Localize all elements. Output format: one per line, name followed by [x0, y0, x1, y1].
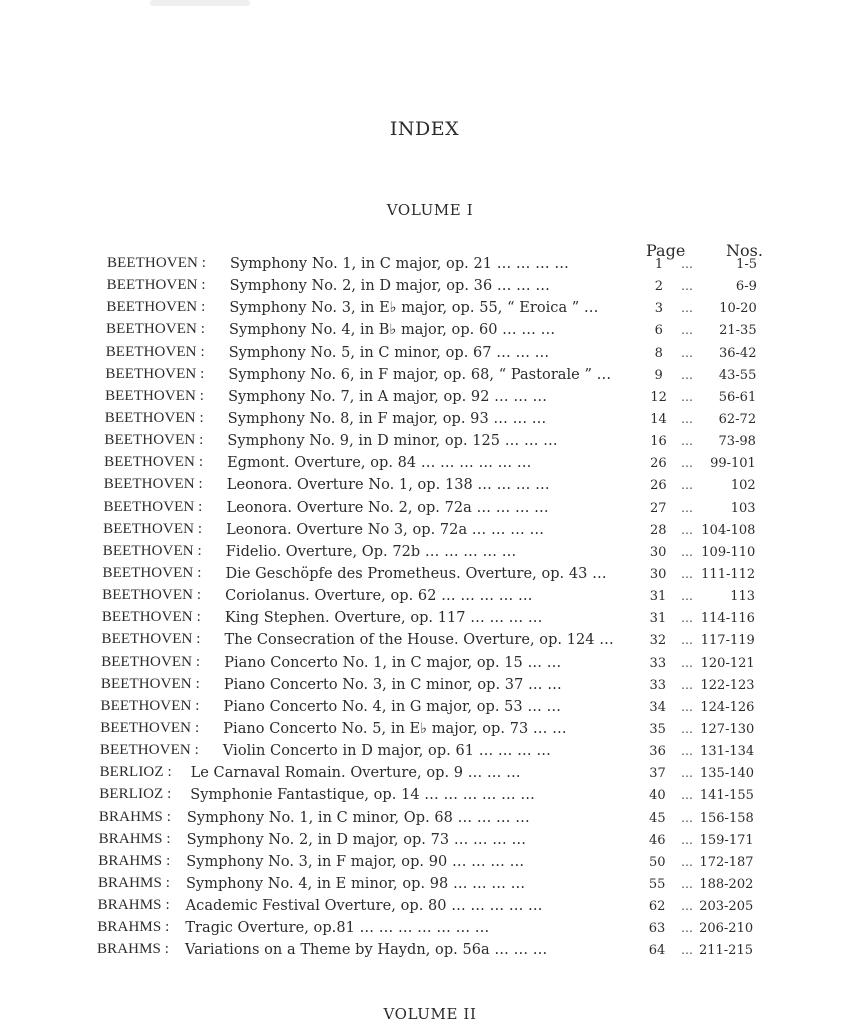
- leader-dots: …: [681, 766, 694, 781]
- page-number: 37: [649, 766, 666, 782]
- number-range: 131-134: [700, 744, 755, 760]
- index-entry: [0, 720, 849, 742]
- composer-name: BEETHOVEN :: [102, 564, 202, 581]
- index-entry: [0, 587, 849, 609]
- composer-name: BRAHMS :: [98, 830, 171, 847]
- number-range: 127-130: [700, 721, 755, 737]
- index-entry: [0, 698, 849, 720]
- index-entry: [0, 454, 849, 476]
- index-entry: [0, 897, 849, 919]
- composer-name: BRAHMS :: [98, 808, 171, 825]
- composer-name: BEETHOVEN :: [101, 653, 201, 670]
- index-entry: [0, 919, 849, 941]
- work-title: Symphony No. 8, in F major, op. 93 … … …: [227, 410, 547, 427]
- number-range: 203-205: [699, 899, 754, 915]
- composer-name: BEETHOVEN :: [99, 742, 199, 759]
- work-title: Piano Concerto No. 5, in E♭ major, op. 73 … …: [223, 720, 567, 737]
- page-number: 26: [650, 478, 667, 494]
- leader-dots: …: [681, 699, 694, 714]
- page-number: 31: [649, 589, 667, 605]
- leader-dots: …: [681, 876, 694, 891]
- page-number: 46: [649, 832, 666, 848]
- composer-name: BEETHOVEN :: [101, 609, 201, 626]
- number-range: 159-171: [699, 832, 754, 848]
- number-range: 124-126: [700, 699, 755, 715]
- composer-name: BRAHMS :: [97, 897, 170, 914]
- index-entry: [0, 565, 849, 587]
- number-range: 206-210: [699, 921, 754, 937]
- leader-dots: …: [681, 943, 694, 958]
- composer-name: BEETHOVEN :: [102, 587, 202, 604]
- column-header-nos: Nos.: [726, 241, 763, 260]
- index-entry: [0, 255, 849, 277]
- volume-heading: VOLUME I: [386, 201, 474, 219]
- work-title: Coriolanus. Overture, op. 62 … … … … …: [225, 588, 533, 605]
- composer-name: BEETHOVEN :: [105, 365, 205, 382]
- work-title: Egmont. Overture, op. 84 … … … … … …: [227, 455, 532, 472]
- page-number: 30: [649, 566, 667, 582]
- volume-heading: VOLUME II: [383, 1005, 477, 1023]
- composer-name: BRAHMS :: [97, 941, 170, 958]
- composer-name: BEETHOVEN :: [107, 255, 207, 271]
- page-number: 3: [654, 301, 663, 317]
- index-table: [0, 255, 849, 964]
- number-range: 117-119: [700, 633, 755, 649]
- index-entry: [0, 742, 849, 764]
- leader-dots: …: [681, 367, 694, 382]
- work-title: Symphony No. 7, in A major, op. 92 … … …: [228, 388, 548, 405]
- leader-dots: …: [681, 389, 694, 404]
- number-range: 135-140: [700, 766, 755, 782]
- leader-dots: …: [681, 434, 694, 449]
- index-entry: [0, 609, 849, 631]
- work-title: Die Geschöpfe des Prometheus. Overture, op. 43 …: [225, 565, 607, 582]
- leader-dots: …: [681, 323, 694, 338]
- index-entry: [0, 366, 849, 388]
- composer-name: BEETHOVEN :: [103, 498, 203, 515]
- leader-dots: …: [681, 345, 694, 360]
- composer-name: BRAHMS :: [97, 874, 171, 891]
- page-number: 8: [654, 345, 663, 361]
- leader-dots: …: [681, 411, 694, 426]
- page-number: 9: [654, 367, 663, 383]
- leader-dots: …: [681, 589, 694, 604]
- index-entry: [0, 432, 849, 454]
- number-range: 109-110: [701, 544, 756, 560]
- number-range: 122-123: [700, 677, 755, 693]
- number-range: 43-55: [718, 367, 757, 383]
- number-range: 103: [730, 500, 756, 516]
- composer-name: BEETHOVEN :: [106, 277, 206, 294]
- work-title: Symphony No. 6, in F major, op. 68, “ Pastorale ” …: [228, 366, 612, 383]
- composer-name: BEETHOVEN :: [105, 343, 205, 360]
- page-number: 45: [649, 810, 666, 826]
- leader-dots: …: [681, 611, 694, 626]
- work-title: King Stephen. Overture, op. 117 … … … …: [224, 610, 543, 627]
- column-header-page: Page: [646, 241, 686, 260]
- number-range: 10-20: [719, 301, 757, 317]
- composer-name: BERLIOZ :: [99, 786, 172, 803]
- page-number: 40: [649, 788, 666, 804]
- page-number: 12: [650, 389, 667, 405]
- page-number: 31: [649, 611, 667, 627]
- page-number: 1: [654, 257, 664, 272]
- number-range: 111-112: [701, 566, 756, 582]
- index-entry: [0, 941, 849, 963]
- index-entry: [0, 875, 849, 897]
- page-number: 34: [649, 699, 666, 715]
- page-number: 32: [649, 633, 667, 649]
- number-range: 1-5: [736, 257, 757, 272]
- work-title: Symphony No. 2, in D major, op. 73 … … … …: [186, 831, 527, 848]
- page-number: 16: [650, 434, 667, 450]
- index-entry: [0, 831, 849, 853]
- leader-dots: …: [681, 899, 694, 914]
- work-title: Academic Festival Overture, op. 80 … … … … …: [185, 898, 543, 915]
- index-entry: [0, 654, 849, 676]
- work-title: Tragic Overture, op.81 … … … … … … …: [185, 920, 490, 937]
- number-range: 156-158: [699, 810, 754, 826]
- leader-dots: …: [681, 854, 694, 869]
- work-title: Violin Concerto in D major, op. 61 … … … …: [222, 743, 551, 760]
- number-range: 56-61: [718, 389, 757, 405]
- composer-name: BEETHOVEN :: [100, 675, 200, 692]
- leader-dots: …: [681, 478, 694, 493]
- composer-name: BEETHOVEN :: [104, 432, 204, 449]
- page-number: 64: [648, 943, 666, 959]
- work-title: Symphony No. 1, in C major, op. 21 … … … …: [230, 256, 569, 272]
- composer-name: BEETHOVEN :: [104, 409, 204, 426]
- page-number: 27: [650, 500, 667, 516]
- leader-dots: …: [681, 832, 694, 847]
- leader-dots: …: [681, 921, 694, 936]
- leader-dots: …: [681, 456, 694, 471]
- number-range: 104-108: [701, 522, 756, 538]
- page-number: 63: [648, 921, 666, 937]
- composer-name: BEETHOVEN :: [101, 631, 201, 648]
- page-number: 2: [654, 279, 664, 295]
- work-title: Symphony No. 5, in C minor, op. 67 … … …: [228, 344, 550, 361]
- index-entry: [0, 809, 849, 831]
- work-title: The Consecration of the House. Overture, op. 124 …: [224, 632, 614, 649]
- work-title: Variations on a Theme by Haydn, op. 56a … … …: [185, 942, 548, 959]
- page-number: 33: [649, 655, 667, 671]
- number-range: 172-187: [699, 854, 754, 870]
- work-title: Piano Concerto No. 1, in C major, op. 15 … …: [224, 654, 562, 671]
- index-entry: [0, 299, 849, 321]
- number-range: 102: [730, 478, 756, 494]
- page-number: 55: [648, 876, 666, 892]
- leader-dots: …: [681, 655, 694, 670]
- number-range: 211-215: [698, 943, 753, 959]
- index-entry: [0, 344, 849, 366]
- composer-name: BEETHOVEN :: [103, 520, 203, 537]
- leader-dots: …: [681, 301, 694, 316]
- index-entry: [0, 499, 849, 521]
- scan-smudge: [150, 0, 250, 6]
- number-range: 120-121: [700, 655, 755, 671]
- leader-dots: …: [681, 566, 694, 581]
- index-entry: [0, 676, 849, 698]
- leader-dots: …: [681, 279, 694, 294]
- index-entry: [0, 853, 849, 875]
- number-range: 114-116: [700, 611, 755, 627]
- work-title: Symphony No. 9, in D minor, op. 125 … … …: [227, 433, 558, 450]
- work-title: Piano Concerto No. 4, in G major, op. 53 … …: [223, 698, 562, 715]
- work-title: Symphonie Fantastique, op. 14 … … … … … …: [190, 787, 535, 804]
- index-entry: [0, 543, 849, 565]
- page-title: INDEX: [389, 118, 460, 140]
- index-entry: [0, 521, 849, 543]
- number-range: 73-98: [718, 434, 756, 450]
- composer-name: BEETHOVEN :: [105, 387, 205, 404]
- number-range: 36-42: [718, 345, 757, 361]
- work-title: Leonora. Overture No 3, op. 72a … … … …: [226, 521, 544, 538]
- leader-dots: …: [681, 721, 694, 736]
- page-number: 62: [648, 899, 666, 915]
- leader-dots: …: [681, 500, 694, 515]
- page-number: 6: [654, 323, 663, 339]
- composer-name: BEETHOVEN :: [106, 321, 206, 338]
- work-title: Symphony No. 4, in E minor, op. 98 … … … …: [185, 875, 526, 892]
- composer-name: BEETHOVEN :: [103, 476, 203, 493]
- number-range: 99-101: [710, 456, 756, 472]
- page-number: 14: [650, 411, 667, 427]
- index-entry: [0, 388, 849, 410]
- page-number: 30: [649, 544, 667, 560]
- index-entry: [0, 410, 849, 432]
- page-number: 50: [648, 854, 666, 870]
- leader-dots: …: [681, 257, 694, 271]
- work-title: Symphony No. 3, in F major, op. 90 … … … …: [186, 853, 525, 870]
- work-title: Piano Concerto No. 3, in C minor, op. 37 … …: [223, 676, 562, 693]
- number-range: 21-35: [719, 323, 757, 339]
- work-title: Le Carnaval Romain. Overture, op. 9 … … …: [190, 765, 521, 782]
- index-entry: [0, 631, 849, 653]
- number-range: 113: [730, 589, 756, 605]
- leader-dots: …: [681, 744, 694, 759]
- composer-name: BRAHMS :: [97, 919, 170, 936]
- composer-name: BRAHMS :: [98, 852, 171, 869]
- index-entry: [0, 764, 849, 786]
- index-entry: [0, 786, 849, 808]
- composer-name: BEETHOVEN :: [100, 697, 200, 714]
- leader-dots: …: [681, 544, 694, 559]
- page-number: 36: [649, 744, 666, 760]
- leader-dots: …: [681, 633, 694, 648]
- leader-dots: …: [681, 810, 694, 825]
- work-title: Leonora. Overture No. 2, op. 72a … … … …: [226, 499, 549, 516]
- index-entry: [0, 321, 849, 343]
- index-entry: [0, 277, 849, 299]
- number-range: 62-72: [718, 411, 757, 427]
- work-title: Fidelio. Overture, Op. 72b … … … … …: [225, 543, 517, 560]
- composer-name: BEETHOVEN :: [106, 299, 206, 316]
- leader-dots: …: [681, 788, 694, 803]
- work-title: Symphony No. 2, in D major, op. 36 … … …: [229, 278, 550, 295]
- leader-dots: …: [681, 677, 694, 692]
- page-number: 33: [649, 677, 667, 693]
- composer-name: BERLIOZ :: [99, 764, 172, 781]
- composer-name: BEETHOVEN :: [104, 454, 204, 471]
- page-number: 28: [649, 522, 667, 538]
- index-entry: [0, 476, 849, 498]
- number-range: 141-155: [699, 788, 754, 804]
- number-range: 6-9: [735, 279, 757, 295]
- page-number: 35: [649, 721, 666, 737]
- composer-name: BEETHOVEN :: [100, 719, 200, 736]
- leader-dots: …: [681, 522, 694, 537]
- work-title: Symphony No. 1, in C minor, Op. 68 … … … …: [186, 809, 530, 826]
- work-title: Symphony No. 4, in B♭ major, op. 60 … … …: [229, 322, 556, 339]
- page-number: 26: [650, 456, 667, 472]
- work-title: Leonora. Overture No. 1, op. 138 … … … …: [226, 477, 550, 494]
- composer-name: BEETHOVEN :: [102, 542, 202, 559]
- number-range: 188-202: [699, 876, 754, 892]
- work-title: Symphony No. 3, in E♭ major, op. 55, “ Eroica ” …: [229, 300, 599, 317]
